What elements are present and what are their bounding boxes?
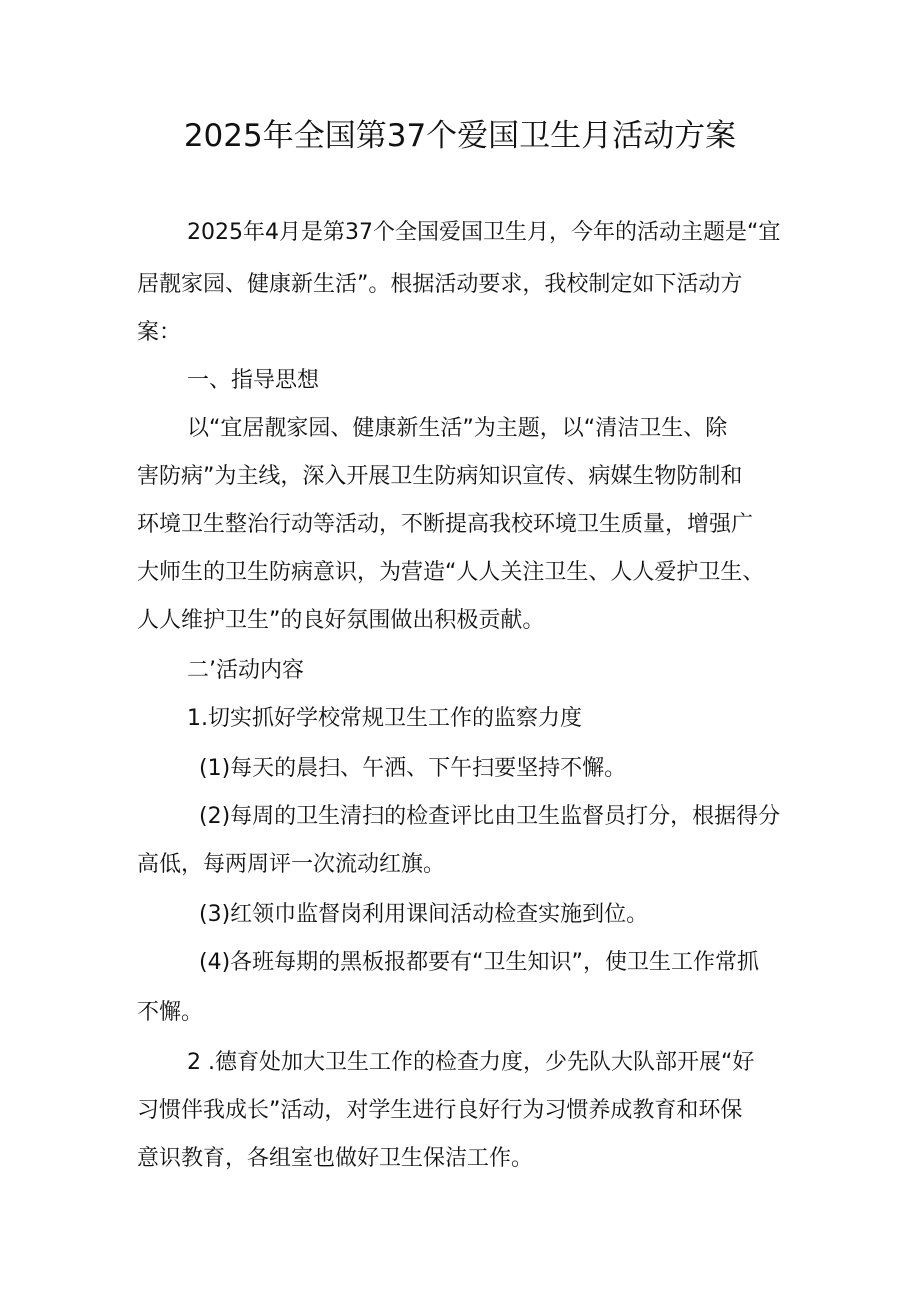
paragraph-line: (4)各班每期的黑板报都要有“卫生知识”，使卫生工作常抓 [199,950,759,975]
paragraph-line: 习惯伴我成长”活动，对学生进行良好行为习惯养成教育和环保 [137,1098,743,1123]
paragraph-line: 大师生的卫生防病意识，为营造“人人关注卫生、人人爱护卫生、 [137,560,765,585]
paragraph-line: (3)红领巾监督岗利用课间活动检查实施到位。 [199,902,649,927]
paragraph-line: 一、指导思想 [187,368,320,393]
paragraph-line: 2025年4月是第37个全国爱国卫生月，今年的活动主题是“宜 [187,220,781,245]
document-title: 2025年全国第37个爱国卫生月活动方案 [183,118,737,154]
paragraph-line: 环境卫生整治行动等活动，不断提高我校环境卫生质量，增强广 [137,512,754,537]
paragraph-line: 意识教育，各组室也做好卫生保洁工作。 [137,1146,534,1171]
paragraph-line: 二’活动内容 [187,658,304,683]
paragraph-line: (2)每周的卫生清扫的检查评比由卫生监督员打分，根据得分 [199,804,781,829]
paragraph-line: 不懈。 [137,1000,204,1025]
paragraph-line: 1.切实抓好学校常规卫生工作的监察力度 [187,706,582,731]
paragraph-line: 以“宜居靓家园、健康新生活”为主题，以“清洁卫生、除 [187,416,728,441]
paragraph-line: 高低，每两周评一次流动红旗。 [137,852,446,877]
paragraph-line: 2 .德育处加大卫生工作的检查力度，少先队大队部开展“好 [187,1050,755,1075]
paragraph-line: 居靓家园、健康新生活”。根据活动要求，我校制定如下活动方 [137,272,743,297]
paragraph-line: 案： [137,320,182,345]
paragraph-line: 害防病”为主线，深入开展卫生防病知识宣传、病媒生物防制和 [137,464,743,489]
paragraph-line: (1)每天的晨扫、午洒、下午扫要坚持不懈。 [199,756,627,781]
paragraph-line: 人人维护卫生”的良好氛围做出积极贡献。 [137,608,545,633]
